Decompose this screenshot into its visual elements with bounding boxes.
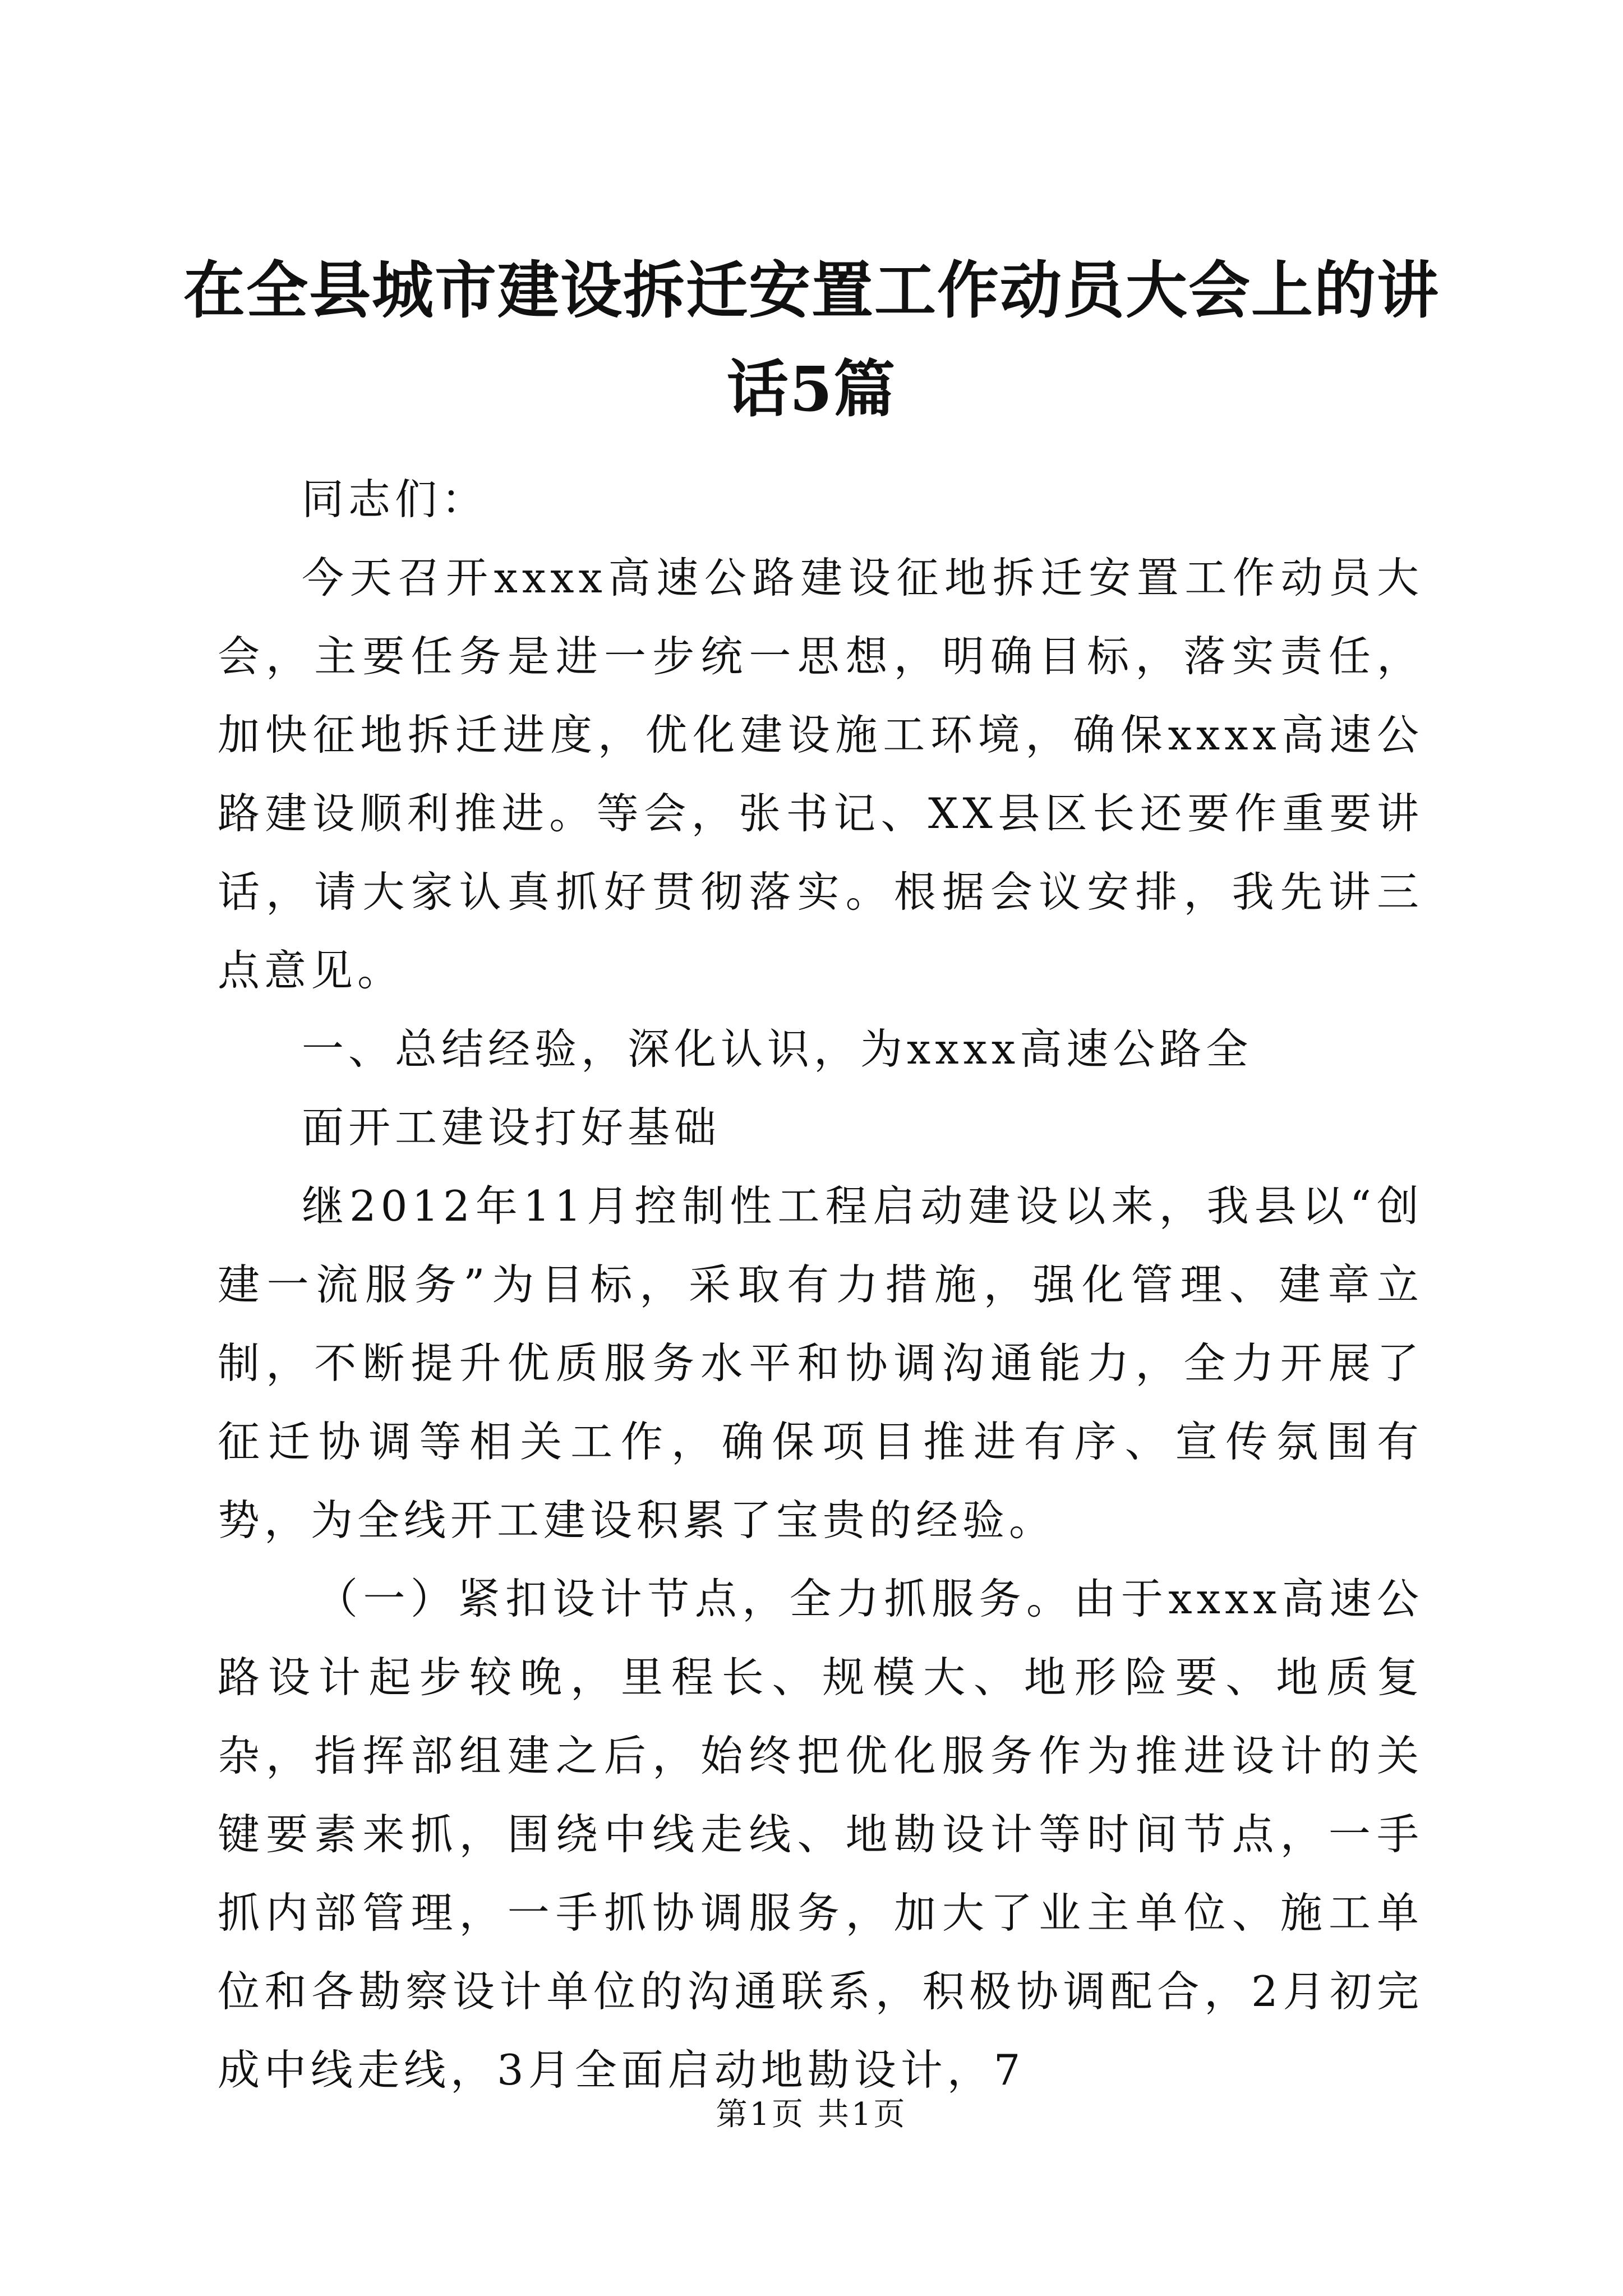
salutation: 同志们： — [302, 475, 488, 524]
paragraph-item-1: （一）紧扣设计节点，全力抓服务。由于xxxx高速公路设计起步较晚，里程长、规模大、地形险要、地质复杂，指挥部组建之后，始终把优化服务作为推进设计的关键要素来抓，围绕中线走线、地勘设计等时间节点，一手抓内部管理，一手抓协调服务，加大了业主单位、施工单位和各勘察设计单位的沟通联系，积极协调配合，2月初完成中线走线，3月全面启动地勘设计，7 — [218, 1574, 1423, 2095]
title-line-2: 话5篇 — [726, 353, 897, 425]
paragraph-summary: 继2012年11月控制性工程启动建设以来，我县以“创建一流服务”为目标，采取有力措施，强化管理、建章立制，不断提升优质服务水平和协调沟通能力，全力开展了征迁协调等相关工作，确保项目推进有序、宣传氛围有势，为全线开工建设积累了宝贵的经验。 — [218, 1181, 1423, 1545]
section-heading-line-2: 面开工建设打好基础 — [302, 1103, 721, 1152]
title-line-1: 在全县城市建设拆迁安置工作动员大会上的讲 — [183, 254, 1440, 326]
section-heading-line-1: 一、总结经验，深化认识，为xxxx高速公路全 — [302, 1024, 1253, 1074]
page-footer: 第1页 共1页 — [716, 2096, 907, 2133]
paragraph-intro: 今天召开xxxx高速公路建设征地拆迁安置工作动员大会，主要任务是进一步统一思想，明确目标，落实责任，加快征地拆迁进度，优化建设施工环境，确保xxxx高速公路建设顺利推进。等会，张书记、XX县区长还要作重要讲话，请大家认真抓好贯彻落实。根据会议安排，我先讲三点意见。 — [218, 553, 1423, 995]
document-body — [218, 460, 1423, 2109]
document-title — [168, 241, 1455, 439]
